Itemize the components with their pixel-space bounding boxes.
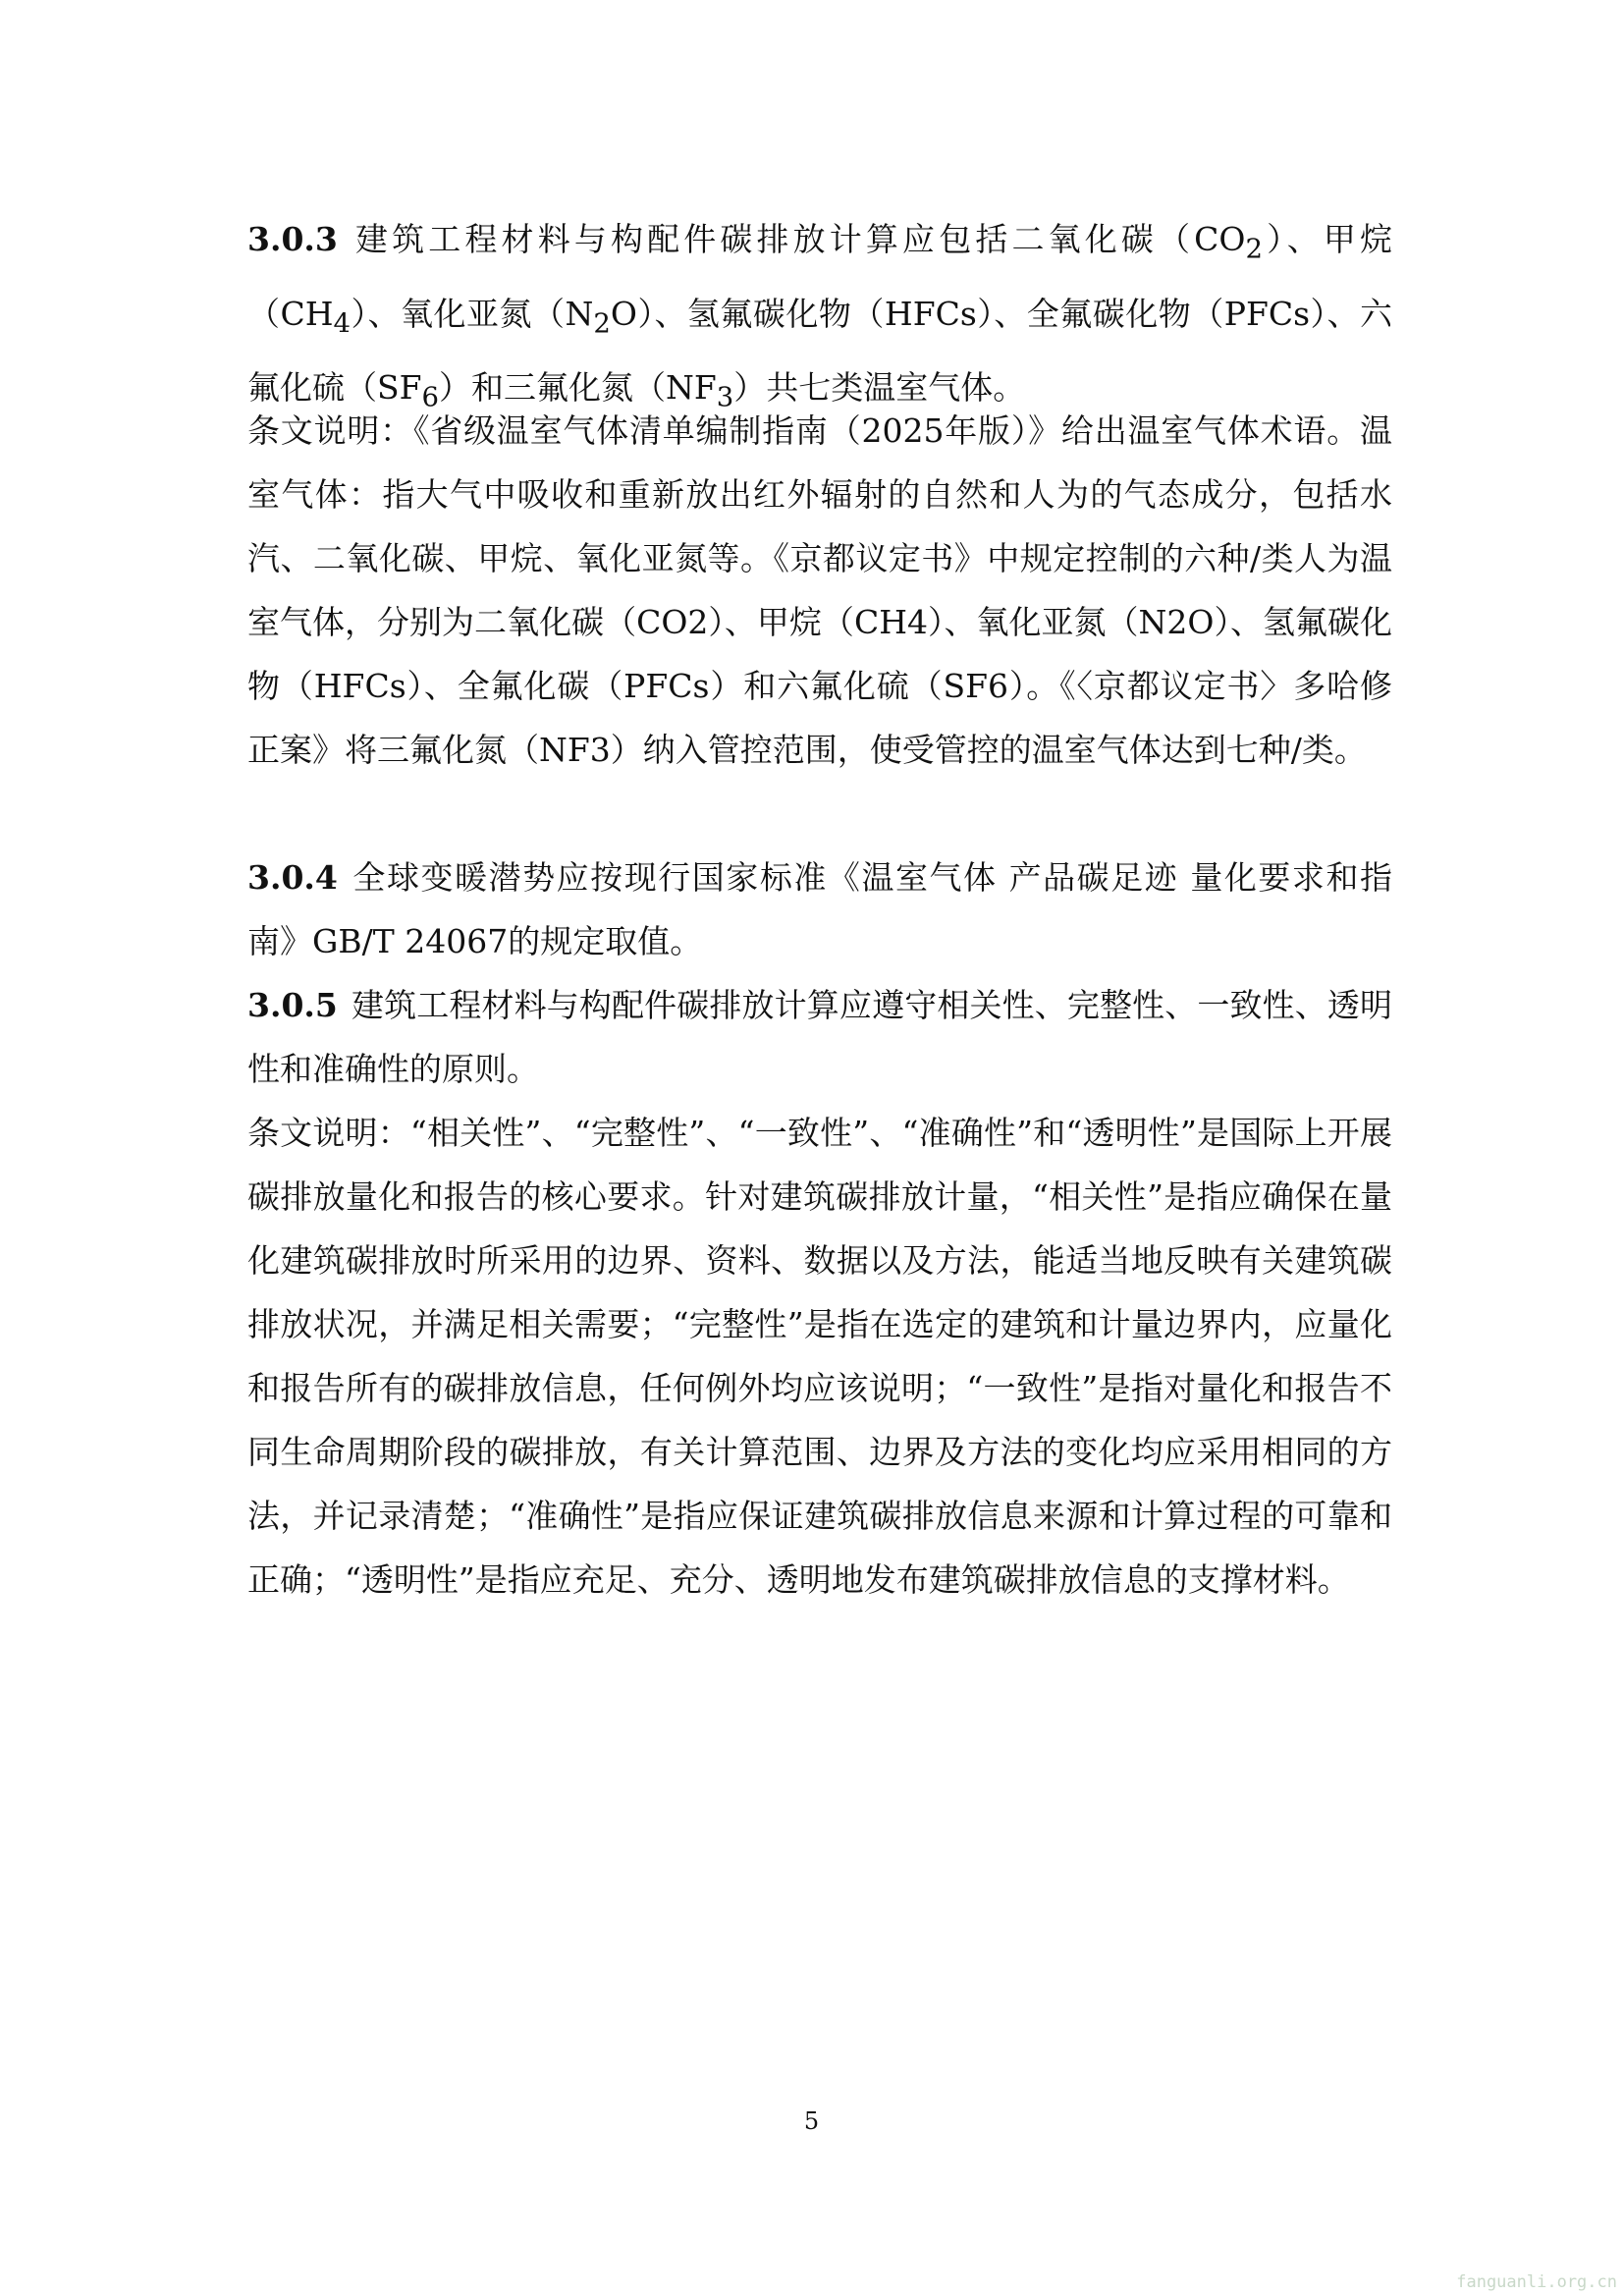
subscript: 2 xyxy=(1245,233,1263,265)
clause-number: 3.0.5 xyxy=(247,986,338,1024)
clause-text: 全球变暖潜势应按现行国家标准《温室气体 产品碳足迹 量化要求和指南》GB/T 24067的规定取值。 xyxy=(247,858,1392,960)
clause-text: ）和三氟化氮（NF xyxy=(439,368,717,408)
subscript: 6 xyxy=(421,381,440,413)
commentary-3-0-3: 条文说明：《省级温室气体清单编制指南（2025年版）》给出温室气体术语。温室气体：指大气中吸收和重新放出红外辐射的自然和人为的气态成分，包括水汽、二氧化碳、甲烷、氧化亚氮等。《京都议定书》中规定控制的六种/类人为温室气体，分别为二氧化碳（CO2）、甲烷（CH4）、氧化亚氮（N2O）、氢氟碳化物（HFCs）、全氟化碳（PFCs）和六氟化硫（SF6）。《〈京都议定书〉多哈修正案》将三氟化氮（NF3）纳入管控范围，使受管控的温室气体达到七种/类。 xyxy=(247,411,1392,769)
clause-3-0-4 xyxy=(247,846,1392,973)
clause-text: O）、氢氟碳化物（HFCs）、全氟碳化物（PFCs）、六氟化硫（SF xyxy=(247,294,1393,408)
clause-number: 3.0.3 xyxy=(247,220,338,258)
clause-text: ）、甲烷（CH xyxy=(247,220,1392,333)
page-number: 5 xyxy=(803,2107,820,2135)
subscript: 3 xyxy=(716,381,734,413)
commentary-3-0-5: 条文说明：“相关性”、“完整性”、“一致性”、“准确性”和“透明性”是国际上开展碳排放量化和报告的核心要求。针对建筑碳排放计量，“相关性”是指应确保在量化建筑碳排放时所采用的边界、资料、数据以及方法，能适当地反映有关建筑碳排放状况，并满足相关需要；“完整性”是指在选定的建筑和计量边界内，应量化和报告所有的碳排放信息，任何例外均应该说明；“一致性”是指对量化和报告不同生命周期阶段的碳排放，有关计算范围、边界及方法的变化均应采用相同的方法，并记录清楚；“准确性”是指应保证建筑碳排放信息来源和计算过程的可靠和正确；“透明性”是指应充足、充分、透明地发布建筑碳排放信息的支撑材料。 xyxy=(247,1114,1392,1599)
clause-text: 建筑工程材料与构配件碳排放计算应包括二氧化碳（CO xyxy=(351,220,1246,258)
watermark: fanguanli.org.cn xyxy=(1456,2272,1617,2292)
clause-text: ）共七类温室气体。 xyxy=(733,368,1026,408)
clause-number: 3.0.4 xyxy=(247,858,338,897)
clause-text: 建筑工程材料与构配件碳排放计算应遵守相关性、完整性、一致性、透明性和准确性的原则。 xyxy=(247,986,1392,1088)
subscript: 4 xyxy=(333,307,352,340)
clause-text: ）、氧化亚氮（N xyxy=(351,294,594,333)
subscript: 2 xyxy=(593,307,611,340)
clause-3-0-3 xyxy=(247,207,1392,430)
clause-3-0-5 xyxy=(247,973,1392,1101)
